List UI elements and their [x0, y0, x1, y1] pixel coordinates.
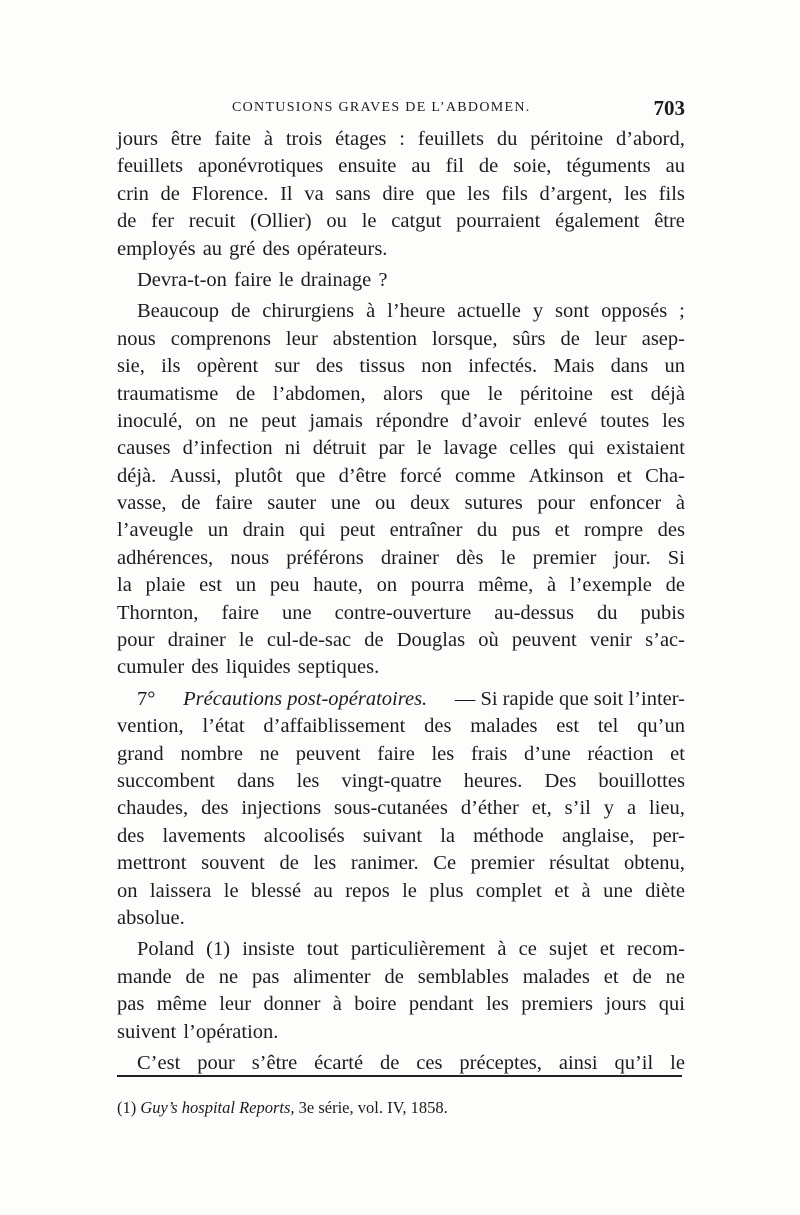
text-line: Thornton, faire une contre-ouverture au-dessus du pubis [117, 601, 685, 624]
section-7-first-line: — Si rapide que soit l’inter- [454, 687, 685, 710]
text-line: pour drainer le cul-de-sac de Douglas où peuvent venir s’ac- [117, 629, 685, 652]
text-line [117, 905, 685, 932]
text-line: causes d’infection ni détruit par le lavage celles qui existaient [117, 437, 685, 460]
text-line: inoculé, on ne peut jamais répondre d’avoir enlevé toutes les [117, 409, 685, 432]
page-number: 703 [653, 96, 685, 120]
section-7-heading-line [117, 686, 685, 713]
text-line: vention, l’état d’affaiblissement des malades est tel qu’un [117, 715, 685, 738]
text-line [117, 654, 685, 681]
text-line: des lavements alcoolisés suivant la méthode anglaise, per- [117, 824, 685, 847]
section-7-number: 7° [137, 687, 156, 710]
text-line: pas même leur donner à boire pendant les premiers jours qui [117, 993, 685, 1016]
text-line: Poland (1) insiste tout particulièrement à ce sujet et recom- [137, 938, 685, 961]
poland-paragraph [117, 936, 685, 1046]
text-line: on laissera le blessé au repos le plus complet et à une diète [117, 879, 685, 902]
footnote-marker: (1) [117, 1098, 137, 1117]
footnote [117, 1098, 448, 1118]
text-line: chaudes, des injections sous-cutanées d’éther et, s’il y a lieu, [117, 797, 685, 820]
text-line: l’aveugle un drain qui peut entraîner du pus et rompre des [117, 519, 685, 542]
text-line: adhérences, nous préférons drainer dès le premier jour. Si [117, 546, 685, 569]
text-line: feuillets aponévrotiques ensuite au fil de soie, téguments au [117, 155, 685, 178]
page-header [117, 96, 685, 126]
text-line: succombent dans les vingt-quatre heures. Des bouillottes [117, 769, 685, 792]
text-line: jours être faite à trois étages : feuillets du péritoine d’abord, [117, 128, 685, 150]
text-line [117, 236, 685, 263]
text-line: sie, ils opèrent sur des tissus non infectés. Mais dans un [117, 355, 685, 378]
footnote-details: 3e série, vol. IV, 1858. [298, 1098, 448, 1117]
section-7-paragraph [117, 713, 685, 932]
text-line: crin de Florence. Il va sans dire que les fils d’argent, les fils [117, 182, 685, 205]
footnote-rule [117, 1075, 682, 1077]
text-line [117, 1019, 685, 1046]
text-line: Beaucoup de chirurgiens à l’heure actuelle y sont opposés ; [137, 300, 685, 323]
line-text: absolue. [117, 906, 185, 929]
closing-paragraph [117, 1050, 685, 1077]
text-line [117, 267, 685, 294]
line-text: suivent l’opération. [117, 1020, 279, 1043]
line-text: employés au gré des opérateurs. [117, 237, 388, 260]
text-line: C’est pour s’être écarté de ces préceptes, ainsi qu’il le [137, 1051, 685, 1074]
running-title: CONTUSIONS GRAVES DE L’ABDOMEN. [232, 100, 531, 115]
text-line: mettront souvent de les ranimer. Ce premier résultat obtenu, [117, 852, 685, 875]
text-line: mande de ne pas alimenter de semblables malades et de ne [117, 965, 685, 988]
text-line: nous comprenons leur abstention lorsque, sûrs de leur asep- [117, 327, 685, 350]
body-text [117, 126, 685, 1077]
section-7-heading: Précautions post-opératoires. [183, 687, 428, 710]
text-line: la plaie est un peu haute, on pourra même, à l’exemple de [117, 574, 685, 597]
line-text: cumuler des liquides septiques. [117, 656, 380, 679]
footnote-source-title: Guy’s hospital Reports, [140, 1098, 295, 1117]
text-line: vasse, de faire sauter une ou deux sutures pour enfoncer à [117, 492, 685, 515]
main-paragraphs [117, 126, 685, 682]
text-line: grand nombre ne peuvent faire les frais d’une réaction et [117, 742, 685, 765]
line-text: Devra-t-on faire le drainage ? [137, 268, 388, 291]
text-line: déjà. Aussi, plutôt que d’être forcé comme Atkinson et Cha- [117, 464, 685, 487]
text-line: traumatisme de l’abdomen, alors que le péritoine est déjà [117, 382, 685, 405]
text-line: de fer recuit (Ollier) ou le catgut pourraient également être [117, 210, 685, 233]
